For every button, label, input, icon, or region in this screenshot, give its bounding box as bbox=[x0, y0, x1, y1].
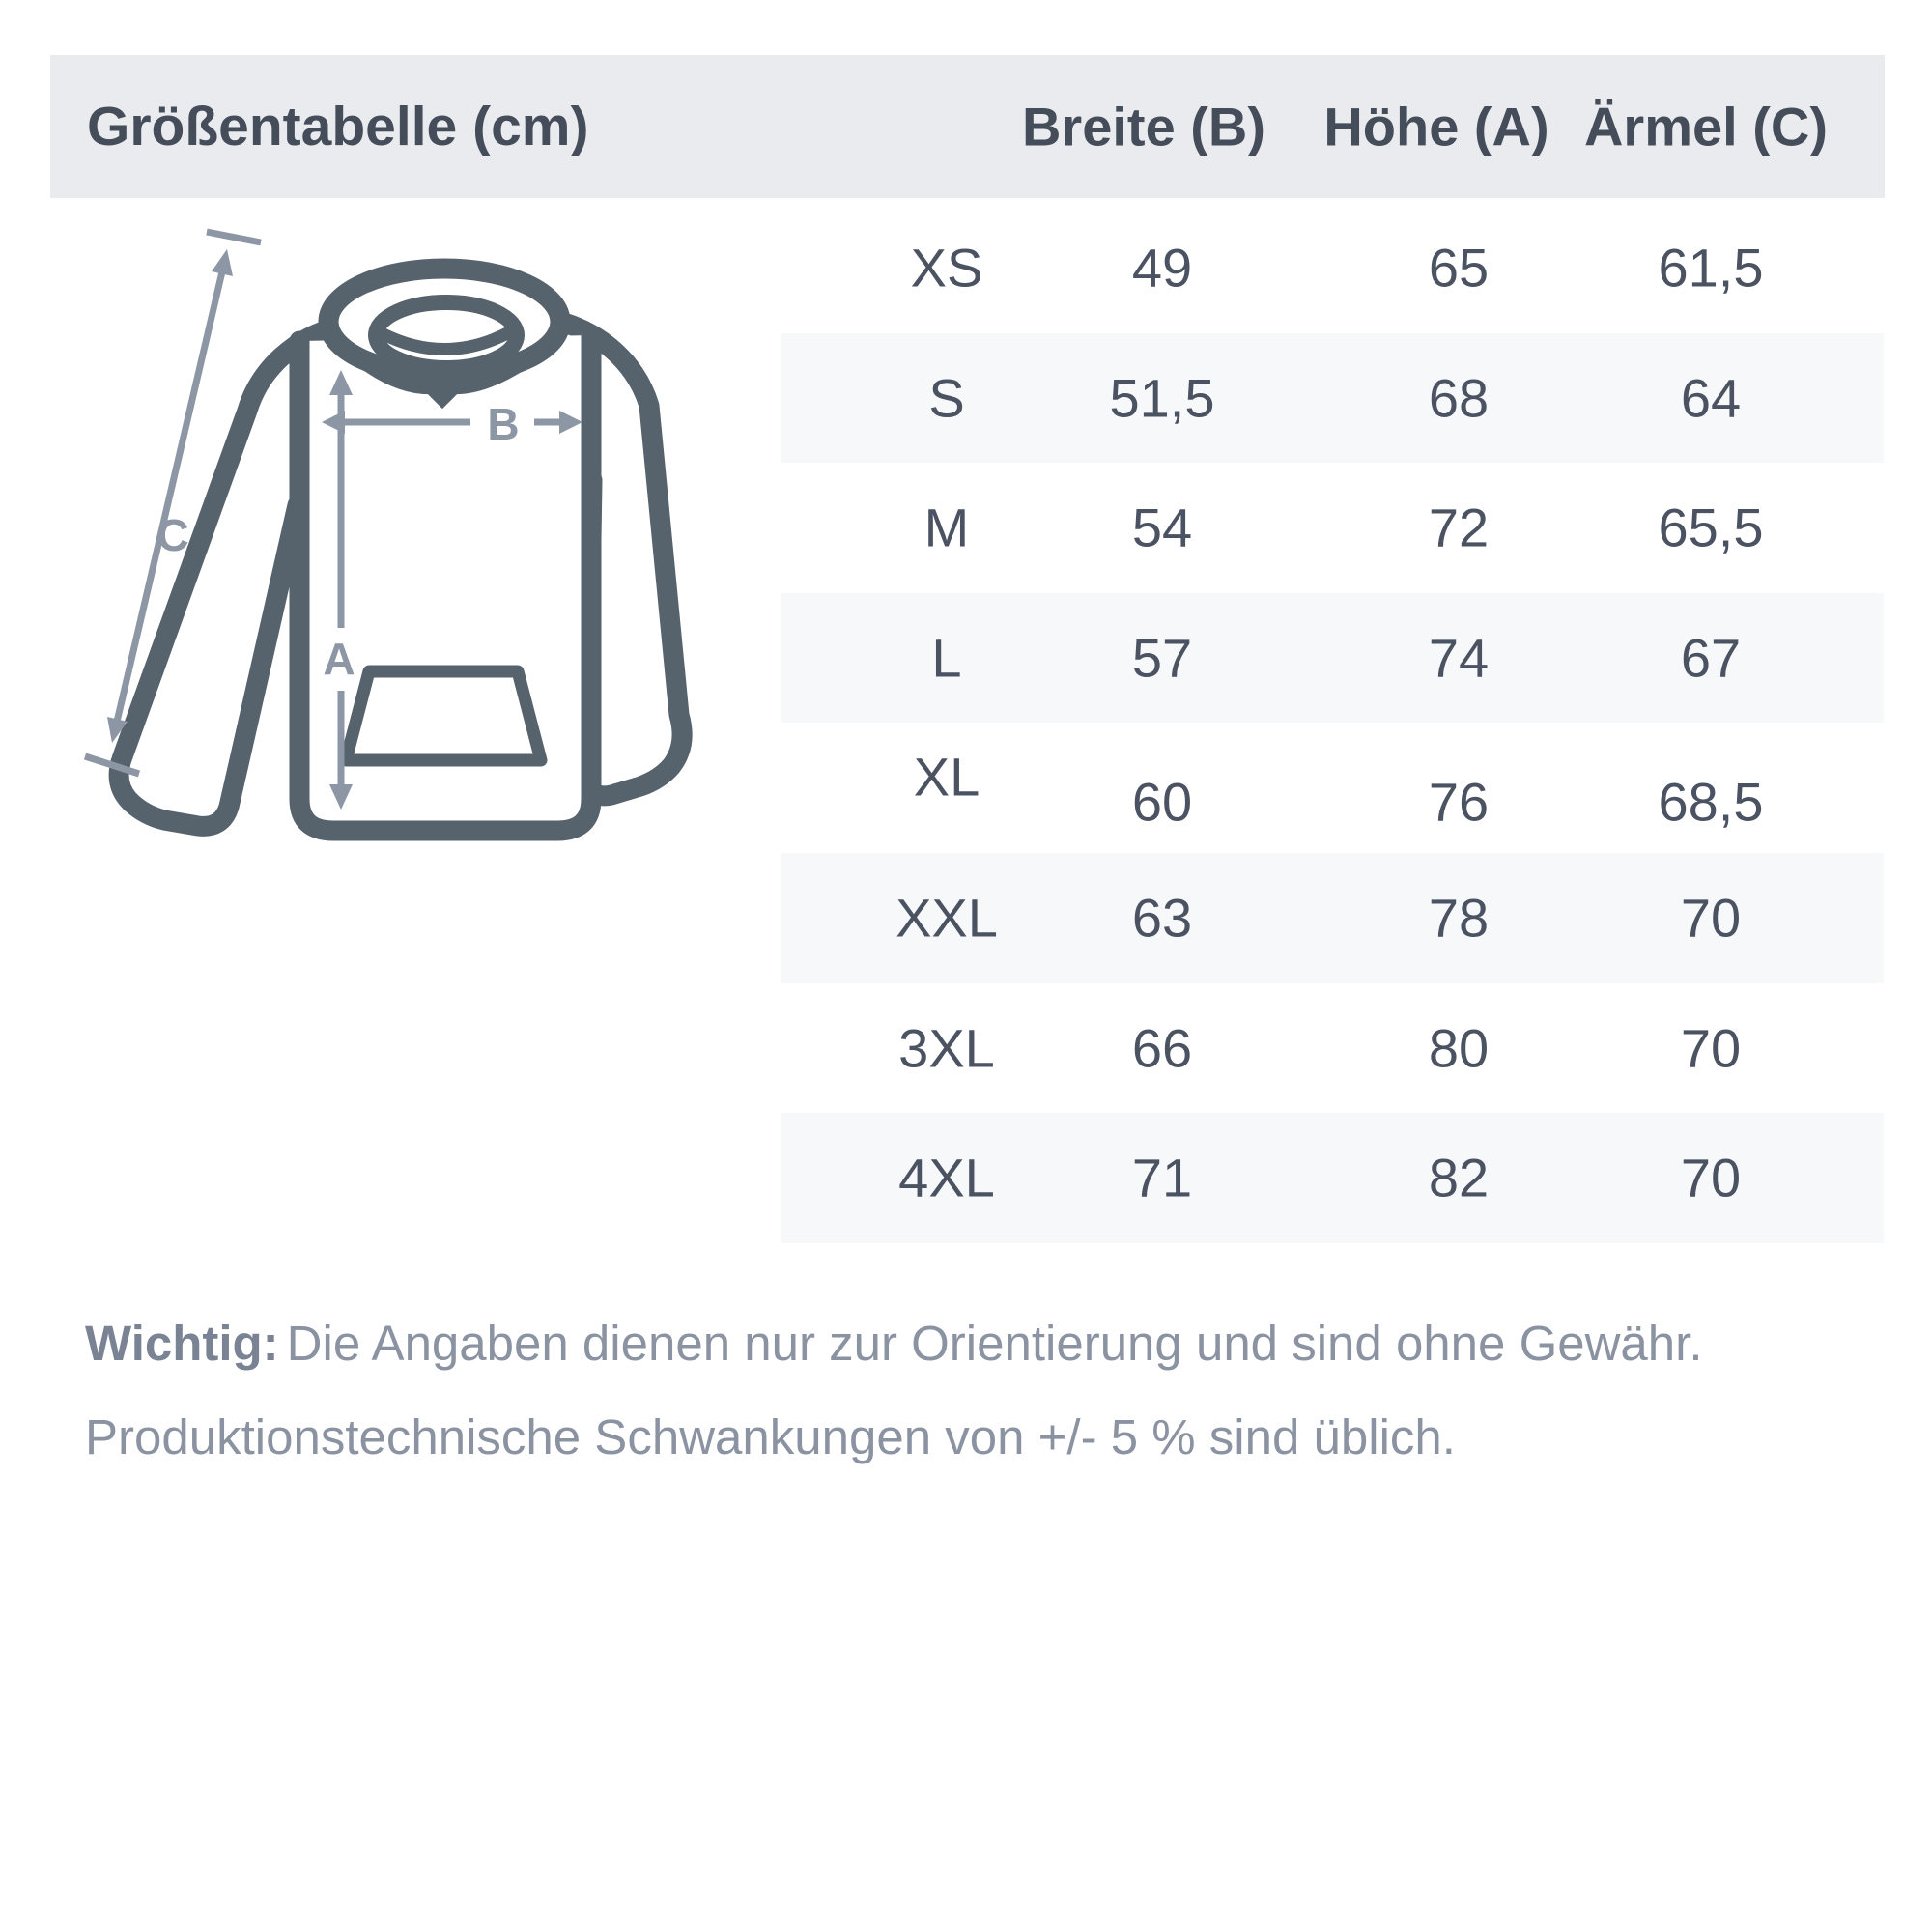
column-header-aermel: Ärmel (C) bbox=[1583, 96, 1829, 157]
hoehe-cell: 68 bbox=[1428, 367, 1490, 429]
disclaimer-text-1: Die Angaben dienen nur zur Orientierung und sind ohne Gewähr. bbox=[286, 1316, 1703, 1371]
disclaimer-line-2: Produktionstechnische Schwankungen von +/- 5 % sind üblich. bbox=[85, 1409, 1456, 1464]
disclaimer-line-1 bbox=[85, 1296, 1872, 1390]
breite-cell: 71 bbox=[1131, 1147, 1193, 1208]
aermel-cell: 70 bbox=[1680, 887, 1742, 949]
breite-cell: 57 bbox=[1131, 627, 1193, 689]
column-header-breite: Breite (B) bbox=[1021, 96, 1266, 157]
table-row bbox=[781, 593, 1884, 724]
breite-cell: 51,5 bbox=[1109, 367, 1215, 429]
aermel-cell: 67 bbox=[1680, 627, 1742, 689]
table-row bbox=[781, 1113, 1884, 1243]
arrow-c-endcap-top bbox=[207, 232, 261, 242]
breite-cell: 49 bbox=[1131, 237, 1193, 298]
breite-cell: 63 bbox=[1131, 887, 1193, 949]
table-row bbox=[781, 983, 1884, 1114]
size-chart-header-band bbox=[50, 55, 1885, 198]
hoehe-cell: 82 bbox=[1428, 1147, 1490, 1208]
breite-cell: 66 bbox=[1131, 1017, 1193, 1079]
aermel-cell: 68,5 bbox=[1658, 771, 1764, 833]
size-cell: L bbox=[931, 627, 962, 689]
size-cell: S bbox=[928, 367, 965, 429]
label-a: A bbox=[323, 634, 355, 684]
kangaroo-pocket bbox=[346, 671, 541, 760]
aermel-cell: 65,5 bbox=[1658, 497, 1764, 558]
hoehe-cell: 80 bbox=[1428, 1017, 1490, 1079]
label-c: C bbox=[156, 510, 189, 560]
label-b: B bbox=[487, 399, 520, 449]
table-row bbox=[781, 203, 1884, 333]
size-cell: XS bbox=[910, 237, 983, 298]
aermel-cell: 70 bbox=[1680, 1017, 1742, 1079]
disclaimer bbox=[85, 1296, 1872, 1484]
aermel-cell: 61,5 bbox=[1658, 237, 1764, 298]
table-row bbox=[781, 463, 1884, 593]
hoehe-cell: 78 bbox=[1428, 887, 1490, 949]
table-row bbox=[781, 333, 1884, 464]
hoehe-cell: 72 bbox=[1428, 497, 1490, 558]
size-cell: 3XL bbox=[898, 1017, 995, 1079]
size-cell: XXL bbox=[895, 887, 998, 949]
table-row bbox=[781, 723, 1884, 853]
size-cell: M bbox=[923, 497, 970, 558]
size-cell: 4XL bbox=[898, 1147, 995, 1208]
hoehe-cell: 65 bbox=[1428, 237, 1490, 298]
breite-cell: 60 bbox=[1131, 771, 1193, 833]
arrow-c-head-top bbox=[212, 249, 233, 276]
aermel-cell: 64 bbox=[1680, 367, 1742, 429]
breite-cell: 54 bbox=[1131, 497, 1193, 558]
size-table bbox=[781, 203, 1884, 1243]
size-cell: XL bbox=[913, 746, 980, 808]
hoehe-cell: 74 bbox=[1428, 627, 1490, 689]
disclaimer-important-label: Wichtig: bbox=[85, 1316, 279, 1371]
column-header-hoehe: Höhe (A) bbox=[1323, 96, 1549, 157]
aermel-cell: 70 bbox=[1680, 1147, 1742, 1208]
table-row bbox=[781, 853, 1884, 983]
hoehe-cell: 76 bbox=[1428, 771, 1490, 833]
page-title: Größentabelle (cm) bbox=[87, 96, 589, 157]
